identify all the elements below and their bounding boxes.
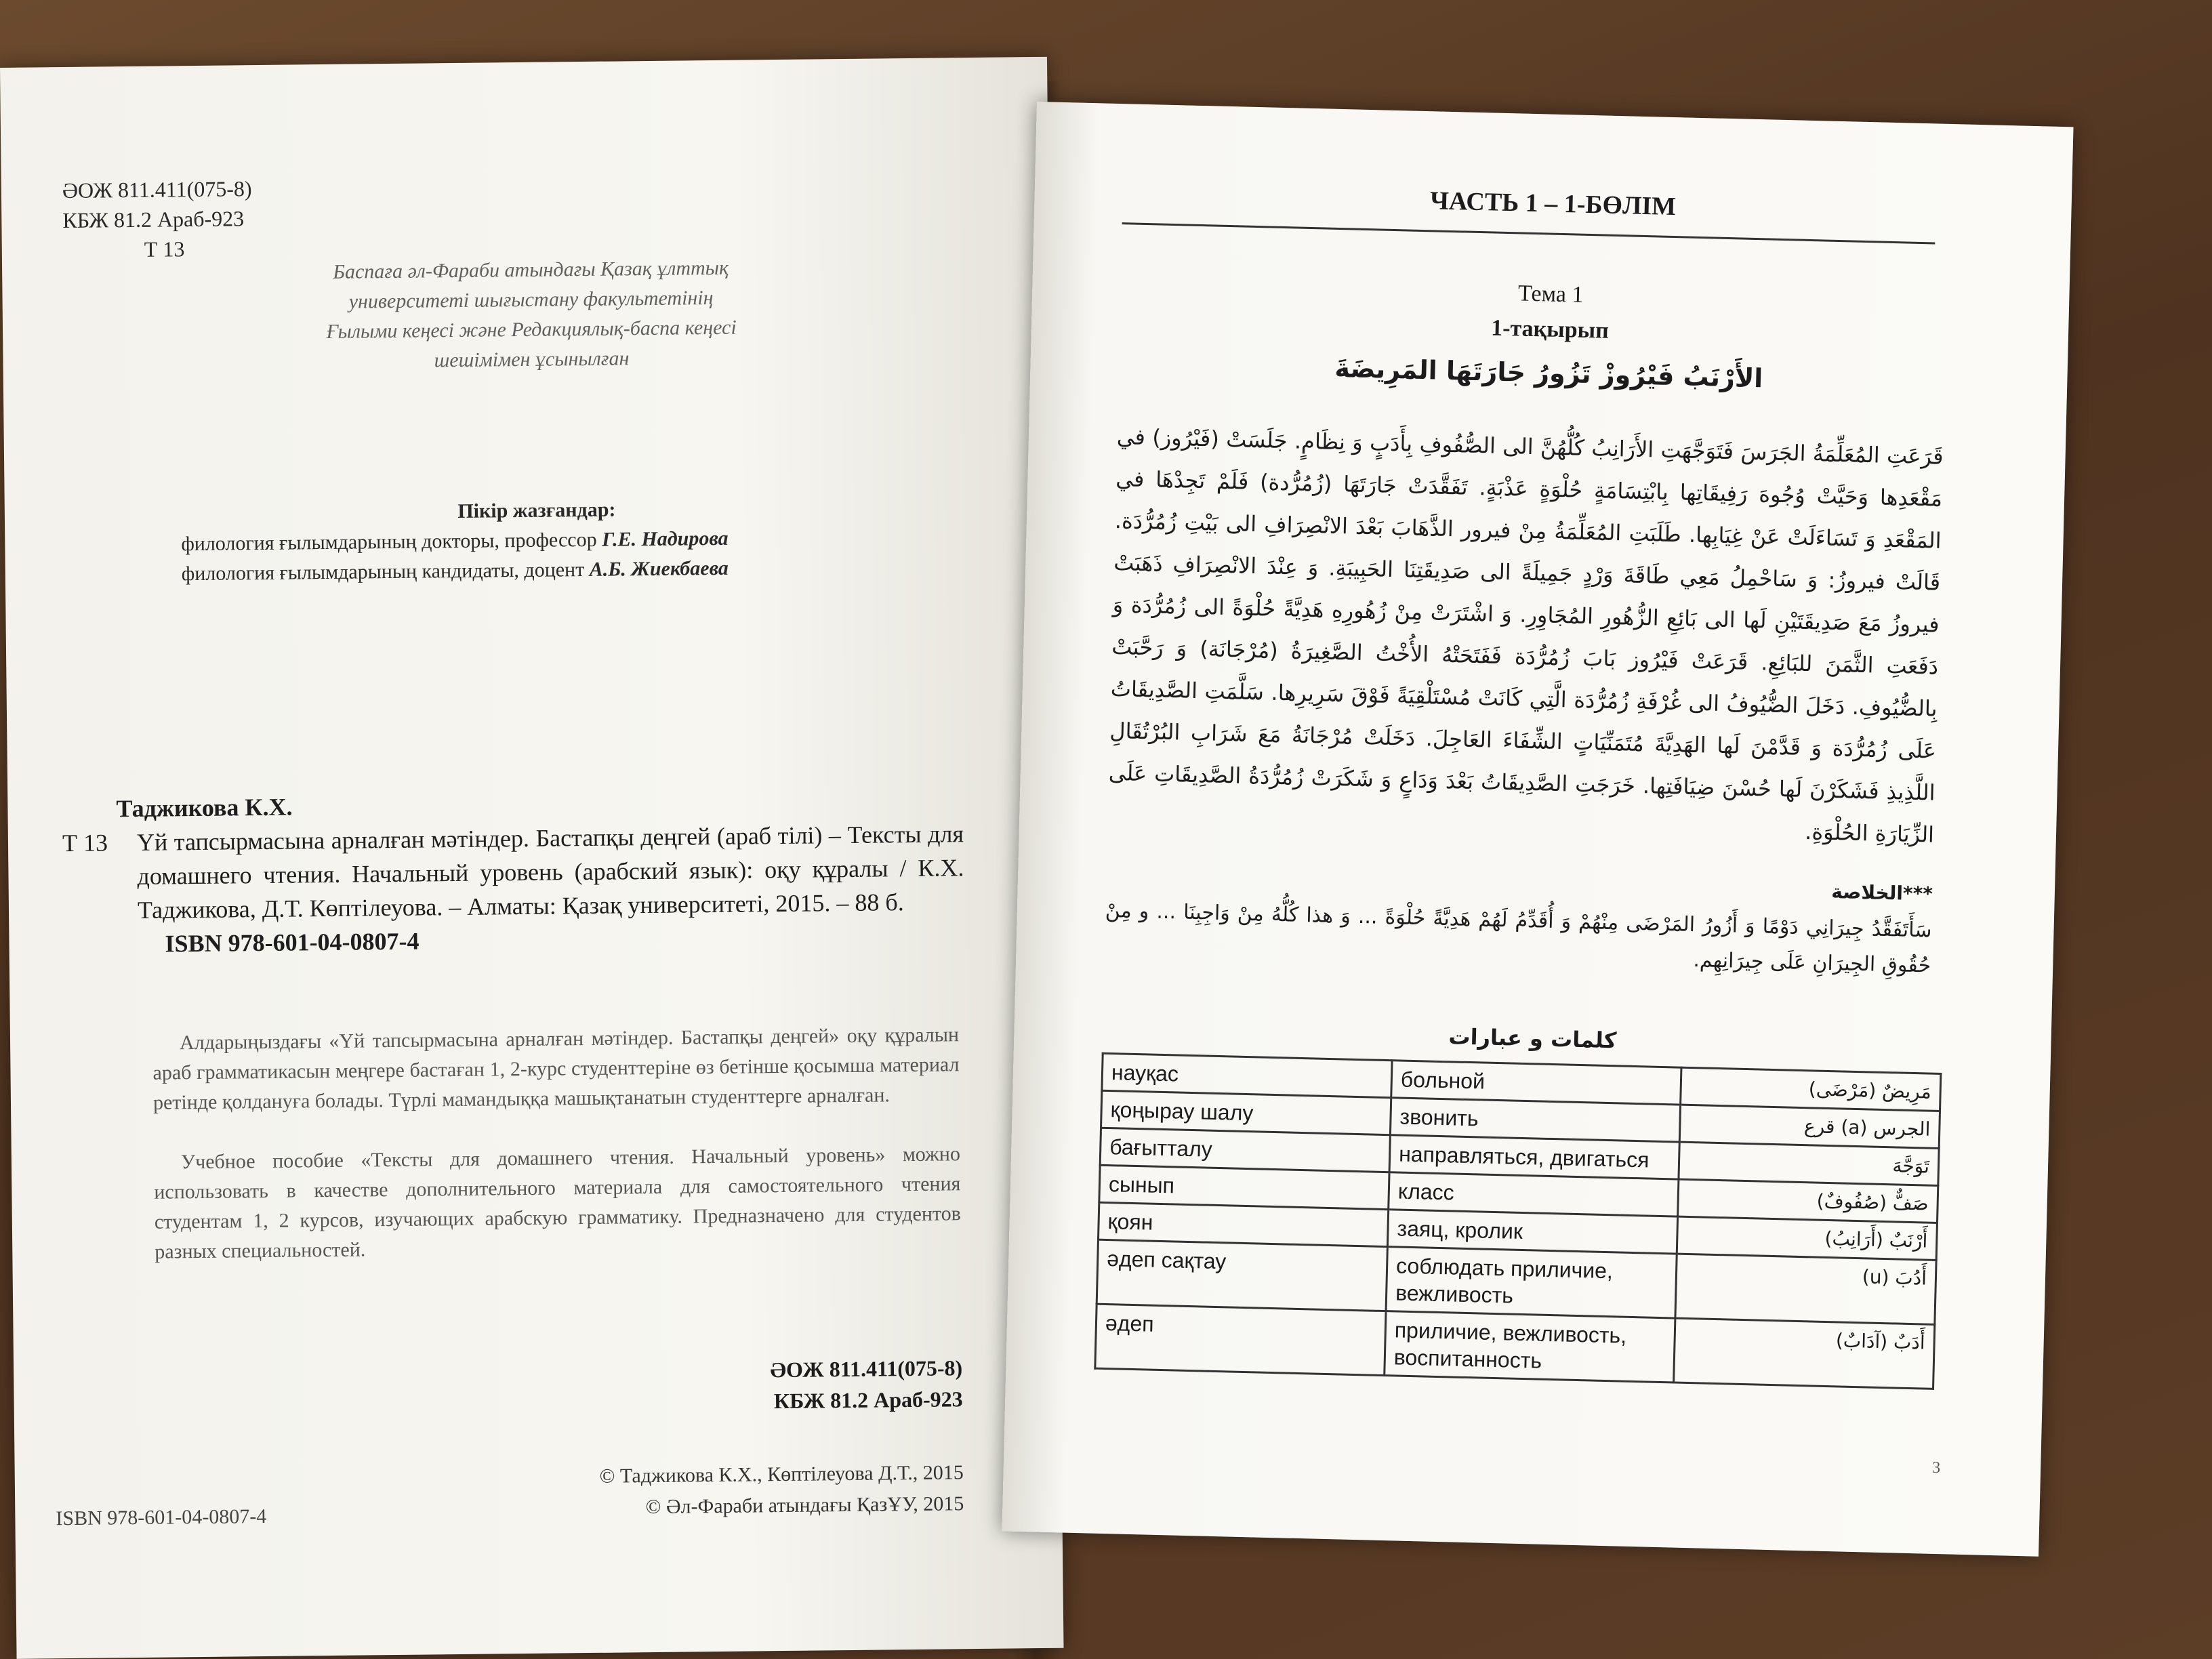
header-rule <box>1122 222 1936 244</box>
council-line: шешімімен ұсынылған <box>434 347 630 372</box>
vocabulary-table <box>1094 1052 1942 1390</box>
topic-russian: Тема 1 <box>1517 281 1584 308</box>
arabic-reading-text: قَرَعَتِ المُعَلِّمَةُ الجَرَسَ فَتَوَجَّهَتِ الأَرَانِبُ كُلُّهُنَّ الى الصُّفُوفِ بِأَدَبٍ وَ نِظَامٍ. جَلَسَتْ (فَيْرُوز) في مَقْعَدِها وَحَيَّتْ وُجُوهَ رَفِيقَاتِها بِابْتِسَامَةٍ حُلْوَةٍ عَذْبَةٍ. تَفَقَّدَتْ جَارَتَهَا (زُمُرُّدة) فَلَمْ تَجِدْهَا في المَقْعَدِ وَ تَسَاءَلَتْ عَنْ غِيَابِها. طَلَبَتِ المُعَلِّمَةُ مِنْ فيرور الذَّهَابَ بَعْدَ الانْصِرَافِ الى بَيْتِ زُمُرُّدَة. قَالَتْ فيروزُ: وَ سَاحْمِلُ مَعِي طَاقَةَ وَرْدٍ جَمِيلَةً الى صَدِيقَتِنَا الحَبِيبَةِ. وَ عِنْدَ الانْصِرَافِ ذَهَبَتْ فيروزُ مَعَ صَدِيقَتَيْنِ لَها الى بَائِعِ الزُّهُورِ المُجَاوِرِ. وَ اشْتَرَتْ مِنْ زُهُورِهِ هَدِيَّةً حُلْوَةً الى زُمُرُّدَة وَ دَفَعَتِ الثَّمَنَ للبَائِعِ. قَرَعَتْ فَيْرُوز بَابَ زُمُرُّدَة فَفَتَحَتْهُ الأُخْتُ الصَّغِيرَةُ (مُرْجَانَة) وَ رَحَّبَتْ بِالضُّيُوفِ. دَخَلَ الضُّيُوفُ الى غُرْفَةِ زُمُرُّدَة الَّتِي كَانَتْ مُسْتَلْقِيَةً فَوْقَ سَرِيرِها. سَلَّمَتِ الصَّدِيقَاتُ عَلَى زُمُرُّدَة وَ قَدَّمْنَ لَها الهَدِيَّةَ مُتَمَنِّيَاتٍ الشِّفَاءَ العَاجِلَ. دَخَلَتْ مُرْجَانَةُ مَعَ شَرَابِ البُرْتُقَالِ اللَّذِيذِ فَشَكَرْنَ لَها حُسْنَ ضِيَافَتِها. خَرَجَتِ الصَّدِيقَاتُ بَعْدَ وَدَاعٍ وَ شَكَرَتْ زُمُرُّدَةُ الصَّدِيقَاتِ عَلَى الزِّيَارَةِ الحُلْوَةِ. <box>1108 424 1944 848</box>
reviewer-title: филология ғылымдарының кандидаты, доцент <box>181 558 590 586</box>
isbn-bottom: ISBN 978-601-04-0807-4 <box>56 1505 267 1530</box>
udc-line: КБЖ 81.2 Араб-923 <box>773 1387 963 1414</box>
vocab-kazakh: әдеп <box>1095 1304 1386 1375</box>
reviewer-title: филология ғылымдарының докторы, профессор <box>181 528 602 556</box>
vocab-russian: приличие, вежливость, воспитанность <box>1385 1311 1675 1382</box>
vocab-arabic: أَدَبٌ (آدَابٌ) <box>1674 1318 1935 1389</box>
udc-line: ӘОЖ 811.411(075-8) <box>62 176 252 203</box>
udc-line: Т 13 <box>144 237 185 262</box>
copyright-line: © Әл-Фараби атындағы ҚазҰУ, 2015 <box>645 1492 964 1519</box>
vocab-russian: больной <box>1391 1061 1681 1105</box>
vocab-arabic: الجرس (a) قرع <box>1679 1105 1940 1148</box>
copyright-line: © Таджикова К.Х., Көптілеуова Д.Т., 2015 <box>599 1461 964 1488</box>
vocab-arabic: أَرْنَبٌ (أَرَانِبُ) <box>1677 1216 1937 1260</box>
copyright-block <box>422 1457 964 1525</box>
vocab-russian: соблюдать приличие, вежливость <box>1386 1247 1677 1318</box>
vocab-kazakh: бағытталу <box>1100 1128 1390 1172</box>
summary-heading: ***الخلاصة <box>1830 880 1933 905</box>
vocab-arabic: أَدُبَ (u) <box>1675 1254 1936 1324</box>
udc-block <box>62 173 253 265</box>
vocab-russian: заяц, кролик <box>1387 1210 1677 1254</box>
bib-code: Т 13 <box>62 829 108 857</box>
vocab-kazakh: науқас <box>1102 1053 1392 1097</box>
vocab-arabic: تَوَجَّهَ <box>1679 1142 1939 1185</box>
council-recommendation <box>226 252 837 377</box>
reviewers-block <box>181 492 893 589</box>
abstract-block <box>152 1020 962 1296</box>
bib-isbn: ISBN 978-601-04-0807-4 <box>165 927 419 958</box>
reviewer-name: Г.Е. Надирова <box>601 527 729 551</box>
right-page <box>1002 102 2073 1557</box>
bib-description: Үй тапсырмасына арналған мәтіндер. Бастапқы деңгей (араб тілі) – Тексты для домашнего чтения. Начальный уровень (арабский язык): оқу құралы / К.Х. Таджикова, Д.Т. Көптілеуова. – Алматы: Қазақ университеті, 2015. – 88 б. <box>136 820 964 924</box>
page-number: 3 <box>1931 1458 1941 1477</box>
vocab-kazakh: сынып <box>1099 1165 1389 1209</box>
topic-kazakh: 1-тақырып <box>1490 315 1610 344</box>
council-line: университеті шығыстану факультетінің <box>348 286 714 313</box>
udc-line: ӘОЖ 811.411(075-8) <box>770 1355 963 1382</box>
council-line: Ғылыми кеңесі және Редакциялық-баспа кеңесі <box>326 316 737 343</box>
vocab-kazakh: қоян <box>1099 1202 1389 1246</box>
abstract-russian: Учебное пособие «Тексты для домашнего чтения. Начальный уровень» можно использовать в качестве дополнительного материала для самостоятельного чтения студентам 1, 2 курсов, изучающих арабскую грамматику. Предназначено для студентов разных специальностей. <box>154 1143 961 1263</box>
udc-bottom <box>623 1352 963 1418</box>
reviewers-heading: Пікір жазғандар: <box>457 498 616 523</box>
left-page <box>0 57 1064 1659</box>
vocab-arabic: مَرِيضٌ (مَرْضَى) <box>1681 1067 1941 1111</box>
vocab-russian: класс <box>1389 1172 1679 1216</box>
part-heading: ЧАСТЬ 1 – 1-БӨЛІМ <box>1429 186 1677 222</box>
bibliographic-record <box>48 783 965 962</box>
vocab-kazakh: қоңырау шалу <box>1101 1090 1391 1134</box>
udc-line: КБЖ 81.2 Араб-923 <box>62 206 245 233</box>
bib-author: Таджикова К.Х. <box>116 793 293 823</box>
vocabulary-heading: كلمات و عبارات <box>1448 1023 1617 1054</box>
vocab-russian: направляться, двигаться <box>1389 1135 1679 1179</box>
reviewer-name: А.Б. Жиекбаева <box>589 556 729 581</box>
topic-heading <box>1031 264 2070 360</box>
vocab-kazakh: әдеп сақтау <box>1097 1240 1387 1311</box>
arabic-title: الأَرْنَبُ فَيْرُوزْ تَزُورُ جَارَتَهَا المَرِيضَةَ <box>1334 352 1763 394</box>
vocab-arabic: صَفٌّ (صُفُوفٌ) <box>1678 1179 1938 1223</box>
vocab-russian: звонить <box>1390 1098 1680 1142</box>
summary-text: سَأَتَفَقَّدُ جِيرَانِي دَوْمًا وَ أَزُورُ المَرْضَى مِنْهُمْ وَ أُقَدِّمُ لَهُمْ هَدِيَّةً حُلْوَةً ... وَ هذا كُلُّهُ مِنْ وَاجِبِنَا ... و مِنْ حُقُوقِ الجِيرَانِ عَلَى جِيرَانِهِم. <box>1105 898 1932 978</box>
abstract-kazakh: Алдарыңыздағы «Үй тапсырмасына арналған мәтіндер. Бастапқы деңгей» оқу құралын араб грамматикасын меңгере бастаған 1, 2-курс студенттеріне өз бетінше қосымша материал ретінде қолдануға болады. Түрлі мамандыққа машықтанатын студенттерге арналған. <box>152 1023 960 1114</box>
council-line: Баспаға әл-Фараби атындағы Қазақ ұлттық <box>333 256 729 283</box>
